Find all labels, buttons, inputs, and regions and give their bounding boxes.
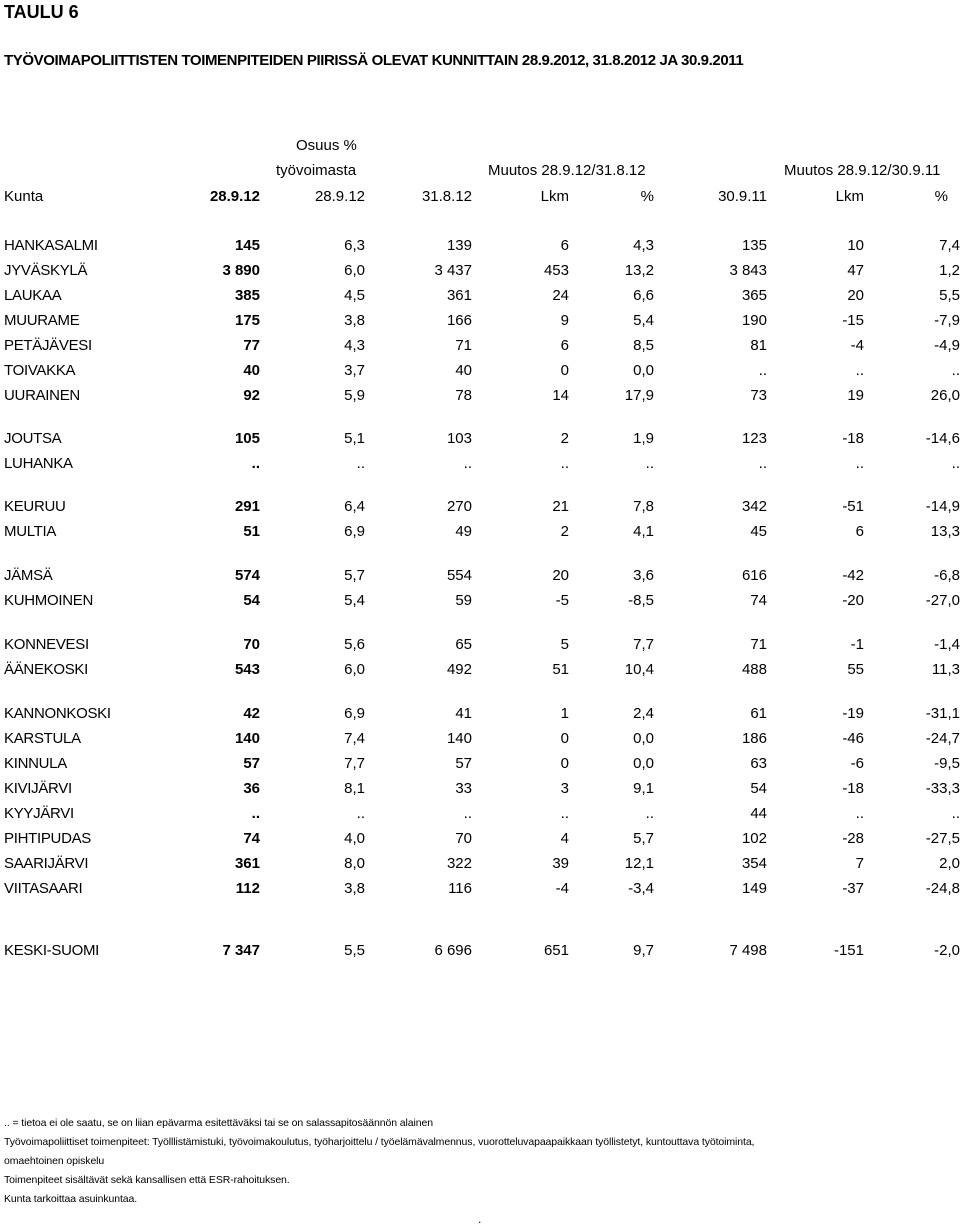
table-cell: -33,3	[925, 780, 960, 797]
table-cell: 103	[446, 430, 472, 447]
table-cell: ..	[251, 455, 260, 472]
table-cell: 1,9	[633, 430, 654, 447]
table-cell: -14,6	[925, 430, 960, 447]
table-cell: 7 347	[222, 942, 260, 959]
table-cell: 0	[560, 730, 569, 747]
municipality-name: KONNEVESI	[4, 636, 89, 653]
table-cell: 5,7	[633, 830, 654, 847]
table-cell: 49	[455, 523, 472, 540]
table-cell: 2,0	[939, 855, 960, 872]
table-cell: 543	[234, 661, 260, 678]
table-cell: ..	[758, 455, 767, 472]
table-cell: 11,3	[931, 661, 960, 678]
table-cell: 6	[560, 237, 569, 254]
table-cell: 5,7	[344, 567, 365, 584]
table-cell: 7,7	[633, 636, 654, 653]
municipality-name: KANNONKOSKI	[4, 705, 111, 722]
table-cell: ..	[645, 805, 654, 822]
table-cell: 0	[560, 755, 569, 772]
municipality-name: KARSTULA	[4, 730, 81, 747]
table-cell: 55	[847, 661, 864, 678]
header-col-31-8-12: 31.8.12	[421, 188, 472, 205]
table-cell: -151	[833, 942, 864, 959]
table-cell: -4,9	[934, 337, 960, 354]
table-cell: -6,8	[934, 567, 960, 584]
municipality-name: JOUTSA	[4, 430, 62, 447]
table-row	[0, 830, 960, 854]
table-cell: -2,0	[934, 942, 960, 959]
table-cell: 3,8	[344, 880, 365, 897]
municipality-name: UURAINEN	[4, 387, 80, 404]
table-cell: -3,4	[628, 880, 654, 897]
table-cell: ..	[251, 805, 260, 822]
table-row	[0, 430, 960, 454]
header-muutos-1: Muutos 28.9.12/31.8.12	[488, 162, 646, 179]
table-cell: 41	[455, 705, 472, 722]
table-cell: 12,1	[624, 855, 654, 872]
table-cell: 21	[552, 498, 569, 515]
table-cell: ..	[463, 805, 472, 822]
municipality-name: PETÄJÄVESI	[4, 337, 92, 354]
header-col-30-9-11: 30.9.11	[718, 188, 767, 205]
municipality-name: KUHMOINEN	[4, 592, 93, 609]
table-cell: 3,7	[344, 362, 365, 379]
table-cell: 20	[552, 567, 569, 584]
table-cell: 45	[750, 523, 767, 540]
table-cell: 574	[234, 567, 260, 584]
table-cell: 5,4	[633, 312, 654, 329]
header-col-lkm-1: Lkm	[540, 188, 569, 205]
note-measures-definition: Työvoimapoliittiset toimenpiteet: Työlllistämistuki, työvoimakoulutus, työharjoittelu / työelämävalmennus, vuorotteluvapaapaikkaan työllistetyt, kuntouttava työtoiminta,	[4, 1136, 755, 1148]
table-cell: 20	[847, 287, 864, 304]
table-cell: 186	[741, 730, 767, 747]
table-cell: ..	[758, 362, 767, 379]
table-cell: 59	[455, 592, 472, 609]
table-cell: 47	[847, 262, 864, 279]
table-cell: 6,6	[633, 287, 654, 304]
table-cell: 616	[741, 567, 767, 584]
table-row	[0, 592, 960, 616]
header-col-pct-2: %	[934, 188, 948, 205]
table-cell: 63	[750, 755, 767, 772]
table-cell: 4,5	[344, 287, 365, 304]
note-residence: Kunta tarkoittaa asuinkuntaa.	[4, 1193, 138, 1205]
table-cell: 2	[560, 523, 569, 540]
table-cell: 140	[234, 730, 260, 747]
municipality-name: MUURAME	[4, 312, 80, 329]
table-cell: 74	[243, 830, 260, 847]
table-cell: 54	[243, 592, 260, 609]
table-row	[0, 780, 960, 804]
table-cell: 73	[750, 387, 767, 404]
note-measures-definition-cont: omaehtoinen opiskelu	[4, 1155, 105, 1167]
municipality-name: MULTIA	[4, 523, 57, 540]
header-muutos-2: Muutos 28.9.12/30.9.11	[784, 162, 941, 179]
table-cell: 6,9	[344, 705, 365, 722]
table-cell: ..	[855, 362, 864, 379]
table-row	[0, 287, 960, 311]
table-cell: 354	[741, 855, 767, 872]
table-row	[0, 705, 960, 729]
table-cell: 5,1	[344, 430, 365, 447]
table-cell: -18	[842, 780, 864, 797]
table-cell: 17,9	[624, 387, 654, 404]
table-cell: 10,4	[624, 661, 654, 678]
municipality-name: KIVIJÄRVI	[4, 780, 72, 797]
table-cell: 4,3	[344, 337, 365, 354]
table-cell: -15	[842, 312, 864, 329]
table-cell: 361	[234, 855, 260, 872]
municipality-name: KESKI-SUOMI	[4, 942, 100, 959]
table-cell: 81	[750, 337, 767, 354]
table-cell: 0	[560, 362, 569, 379]
table-cell: 2	[560, 430, 569, 447]
table-cell: 3 437	[434, 262, 472, 279]
table-cell: ..	[560, 805, 569, 822]
table-cell: 3 843	[729, 262, 767, 279]
table-cell: 135	[741, 237, 767, 254]
table-cell: 77	[243, 337, 260, 354]
table-cell: 70	[243, 636, 260, 653]
header-kunta: Kunta	[4, 188, 44, 205]
table-cell: 8,0	[344, 855, 365, 872]
table-cell: ..	[463, 455, 472, 472]
table-cell: 5	[560, 636, 569, 653]
table-cell: 342	[741, 498, 767, 515]
header-col-lkm-2: Lkm	[835, 188, 864, 205]
table-cell: 3 890	[222, 262, 260, 279]
table-cell: 51	[243, 523, 260, 540]
table-cell: ..	[560, 455, 569, 472]
municipality-name: KEURUU	[4, 498, 66, 515]
table-cell: 116	[448, 880, 472, 897]
table-cell: -5	[555, 592, 569, 609]
table-cell: ..	[855, 455, 864, 472]
table-cell: -6	[850, 755, 864, 772]
table-cell: -27,5	[925, 830, 960, 847]
table-cell: 361	[446, 287, 472, 304]
table-cell: 61	[750, 705, 767, 722]
table-notes	[4, 1114, 754, 1209]
table-cell: 6,3	[344, 237, 365, 254]
table-cell: 13,2	[624, 262, 654, 279]
table-cell: 5,4	[344, 592, 365, 609]
table-cell: -31,1	[925, 705, 960, 722]
table-row	[0, 661, 960, 685]
municipality-name: KYYJÄRVI	[4, 805, 74, 822]
table-cell: -9,5	[934, 755, 960, 772]
table-cell: 78	[455, 387, 472, 404]
table-cell: 92	[243, 387, 260, 404]
table-cell: 166	[446, 312, 472, 329]
table-cell: 145	[234, 237, 260, 254]
table-cell: -46	[842, 730, 864, 747]
table-cell: 5,6	[344, 636, 365, 653]
table-cell: 13,3	[930, 523, 960, 540]
table-subtitle: TYÖVOIMAPOLIITTISTEN TOIMENPITEIDEN PIIRISSÄ OLEVAT KUNNITTAIN 28.9.2012, 31.8.2012 JA 30.9.2011	[4, 52, 744, 69]
table-cell: 149	[741, 880, 767, 897]
table-cell: 42	[243, 705, 260, 722]
table-row	[0, 498, 960, 522]
table-cell: 44	[750, 805, 767, 822]
table-cell: ..	[951, 455, 960, 472]
table-cell: 3	[560, 780, 569, 797]
table-cell: 1	[560, 705, 569, 722]
table-cell: 4	[560, 830, 569, 847]
table-cell: 139	[446, 237, 472, 254]
table-number-title: TAULU 6	[4, 2, 79, 22]
table-cell: 36	[243, 780, 260, 797]
table-cell: ..	[855, 805, 864, 822]
table-cell: 6,0	[344, 661, 365, 678]
header-col-28-9-12-count: 28.9.12	[209, 188, 260, 205]
table-row	[0, 730, 960, 754]
table-cell: 0,0	[633, 755, 654, 772]
table-cell: -24,8	[925, 880, 960, 897]
municipality-name: TOIVAKKA	[4, 362, 76, 379]
table-cell: -1,4	[934, 636, 960, 653]
table-cell: 39	[552, 855, 569, 872]
note-missing-data: .. = tietoa ei ole saatu, se on liian epävarma esitettäväksi tai se on salassapitosäännön alainen	[4, 1117, 433, 1129]
note-funding: Toimenpiteet sisältävät sekä kansallisen että ESR-rahoituksen.	[4, 1174, 290, 1186]
table-cell: 5,9	[344, 387, 365, 404]
table-cell: 65	[455, 636, 472, 653]
table-cell: -1	[850, 636, 864, 653]
table-cell: -18	[842, 430, 864, 447]
table-cell: 8,5	[633, 337, 654, 354]
table-cell: 488	[741, 661, 767, 678]
header-col-pct-1: %	[640, 188, 654, 205]
table-cell: ..	[356, 455, 365, 472]
table-cell: 2,4	[633, 705, 654, 722]
table-cell: 4,3	[633, 237, 654, 254]
table-row	[0, 523, 960, 547]
table-row	[0, 337, 960, 361]
table-cell: 0,0	[633, 730, 654, 747]
table-row	[0, 855, 960, 879]
table-cell: 7	[855, 855, 864, 872]
table-cell: 3,6	[633, 567, 654, 584]
table-cell: 74	[750, 592, 767, 609]
table-row	[0, 312, 960, 336]
table-cell: 70	[455, 830, 472, 847]
table-cell: -42	[842, 567, 864, 584]
table-cell: 270	[446, 498, 472, 515]
table-cell: 24	[552, 287, 569, 304]
table-cell: 10	[847, 237, 864, 254]
table-cell: 175	[234, 312, 260, 329]
table-cell: 140	[446, 730, 472, 747]
table-cell: 365	[741, 287, 767, 304]
table-cell: -4	[555, 880, 569, 897]
table-row	[0, 567, 960, 591]
table-cell: 554	[446, 567, 472, 584]
header-osuus: Osuus %	[296, 137, 357, 154]
table-cell: -8,5	[628, 592, 654, 609]
table-cell: 322	[446, 855, 472, 872]
table-cell: 9	[560, 312, 569, 329]
table-cell: 33	[455, 780, 472, 797]
table-row	[0, 237, 960, 261]
table-cell: -27,0	[925, 592, 960, 609]
table-cell: 40	[243, 362, 260, 379]
table-cell: 453	[543, 262, 569, 279]
table-cell: ..	[951, 362, 960, 379]
table-row	[0, 455, 960, 479]
table-cell: 71	[750, 636, 767, 653]
table-cell: 6,9	[344, 523, 365, 540]
table-cell: 40	[455, 362, 472, 379]
table-row	[0, 636, 960, 660]
municipality-name: PIHTIPUDAS	[4, 830, 92, 847]
table-cell: 6	[560, 337, 569, 354]
table-row	[0, 755, 960, 779]
table-cell: 26,0	[930, 387, 960, 404]
table-cell: 51	[552, 661, 569, 678]
table-cell: 8,1	[344, 780, 365, 797]
table-cell: 385	[234, 287, 260, 304]
table-cell: 7,4	[939, 237, 960, 254]
table-cell: 14	[552, 387, 569, 404]
table-cell: 3,8	[344, 312, 365, 329]
table-cell: -24,7	[925, 730, 960, 747]
table-cell: 492	[446, 661, 472, 678]
municipality-name: KINNULA	[4, 755, 67, 772]
municipality-name: SAARIJÄRVI	[4, 855, 89, 872]
table-cell: 6,0	[344, 262, 365, 279]
header-col-28-9-12-share: 28.9.12	[314, 188, 365, 205]
table-row	[0, 805, 960, 829]
table-cell: 9,1	[633, 780, 654, 797]
table-cell: 7 498	[729, 942, 767, 959]
table-cell: -20	[842, 592, 864, 609]
table-row	[0, 880, 960, 904]
table-cell: 5,5	[344, 942, 365, 959]
table-cell: 5,5	[939, 287, 960, 304]
table-cell: ..	[951, 805, 960, 822]
table-cell: 102	[741, 830, 767, 847]
table-cell: 4,0	[344, 830, 365, 847]
table-cell: 1,2	[939, 262, 960, 279]
municipality-name: ÄÄNEKOSKI	[4, 661, 88, 678]
table-cell: -51	[842, 498, 864, 515]
table-cell: 291	[234, 498, 260, 515]
table-cell: 71	[455, 337, 472, 354]
table-cell: 57	[243, 755, 260, 772]
table-cell: -14,9	[925, 498, 960, 515]
table-cell: ..	[645, 455, 654, 472]
table-cell: 9,7	[633, 942, 654, 959]
municipality-name: HANKASALMI	[4, 237, 98, 254]
table-row	[0, 387, 960, 411]
municipality-name: VIITASAARI	[4, 880, 83, 897]
table-cell: 19	[847, 387, 864, 404]
table-cell: -37	[842, 880, 864, 897]
table-cell: -4	[850, 337, 864, 354]
page-footer-mark: .	[478, 1212, 482, 1226]
table-cell: 6	[855, 523, 864, 540]
table-cell: 0,0	[633, 362, 654, 379]
table-cell: -7,9	[934, 312, 960, 329]
table-cell: 54	[750, 780, 767, 797]
table-cell: 4,1	[633, 523, 654, 540]
municipality-name: JYVÄSKYLÄ	[4, 262, 88, 279]
table-cell: 651	[543, 942, 569, 959]
municipality-name: LAUKAA	[4, 287, 62, 304]
table-row	[0, 262, 960, 286]
table-cell: 123	[741, 430, 767, 447]
header-tyovoimasta: työvoimasta	[276, 162, 357, 179]
table-cell: 6,4	[344, 498, 365, 515]
table-row	[0, 362, 960, 386]
table-cell: ..	[356, 805, 365, 822]
table-cell: -19	[842, 705, 864, 722]
municipality-name: LUHANKA	[4, 455, 73, 472]
table-cell: 57	[455, 755, 472, 772]
table-cell: 6 696	[434, 942, 472, 959]
table-cell: 105	[234, 430, 260, 447]
table-cell: 190	[741, 312, 767, 329]
table-total-row	[0, 942, 960, 966]
table-cell: -28	[842, 830, 864, 847]
municipality-name: JÄMSÄ	[4, 567, 53, 584]
table-cell: 7,8	[633, 498, 654, 515]
table-cell: 7,7	[344, 755, 365, 772]
table-cell: 7,4	[344, 730, 365, 747]
table-cell: 112	[235, 880, 260, 897]
